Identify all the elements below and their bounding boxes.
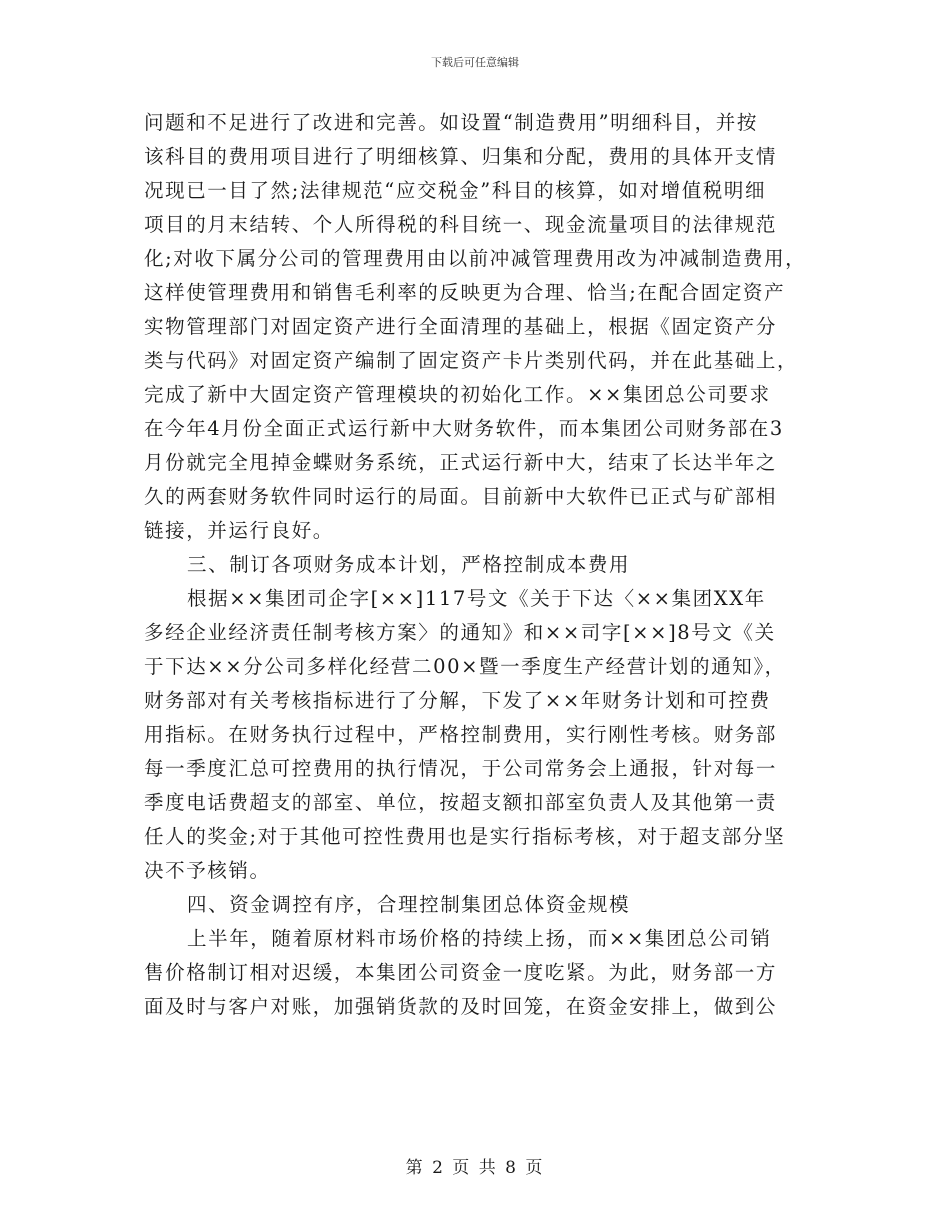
body-line: 化;对收下属分公司的管理费用由以前冲减管理费用改为冲减制造费用， — [144, 247, 807, 270]
body-line: 况现已一目了然;法律规范“应交税金”科目的核算，如对增值税明细 — [144, 179, 767, 202]
body-line: 完成了新中大固定资产管理模块的初始化工作。××集团总公司要求 — [144, 383, 771, 406]
body-line: 每一季度汇总可控费用的执行情况，于公司常务会上通报，针对每一 — [144, 757, 778, 780]
body-line: 面及时与客户对账，加强销货款的及时回笼，在资金安排上，做到公 — [144, 995, 778, 1018]
body-line: 项目的月末结转、个人所得税的科目统一、现金流量项目的法律规范 — [144, 213, 778, 236]
document-body — [144, 106, 816, 1024]
body-line: 类与代码》对固定资产编制了固定资产卡片类别代码，并在此基础上， — [144, 349, 799, 372]
body-line: 月份就完全甩掉金蝶财务系统，正式运行新中大，结束了长达半年之 — [144, 451, 778, 474]
body-line: 在今年4月份全面正式运行新中大财务软件，而本集团公司财务部在3 — [144, 417, 784, 440]
body-line: 任人的奖金;对于其他可控性费用也是实行指标考核，对于超支部分坚 — [144, 825, 786, 848]
body-line: 链接，并运行良好。 — [144, 519, 334, 542]
body-line: 用指标。在财务执行过程中，严格控制费用，实行刚性考核。财务部 — [144, 723, 778, 746]
body-line: 多经企业经济责任制考核方案〉的通知》和××司字[××]8号文《关 — [144, 621, 776, 644]
page-footer: 第 2 页 共 8 页 — [405, 1158, 545, 1178]
body-line: 售价格制订相对迟缓，本集团公司资金一度吃紧。为此，财务部一方 — [144, 961, 778, 984]
body-line: 这样使管理费用和销售毛利率的反映更为合理、恰当;在配合固定资产 — [144, 281, 786, 304]
body-line: 季度电话费超支的部室、单位，按超支额扣部室负责人及其他第一责 — [144, 791, 778, 814]
body-line: 根据××集团司企字[××]117号文《关于下达〈××集团XX年 — [187, 587, 766, 610]
body-line: 该科目的费用项目进行了明细核算、归集和分配，费用的具体开支情 — [144, 145, 778, 168]
body-line: 上半年，随着原材料市场价格的持续上扬，而××集团总公司销 — [187, 927, 772, 950]
body-line: 决不予核销。 — [144, 859, 271, 882]
body-line: 实物管理部门对固定资产进行全面清理的基础上，根据《固定资产分 — [144, 315, 778, 338]
section-heading-3: 三、制订各项财务成本计划，严格控制成本费用 — [187, 553, 631, 576]
page-header: 下载后可任意编辑 — [431, 56, 519, 69]
body-line: 财务部对有关考核指标进行了分解，下发了××年财务计划和可控费 — [144, 689, 771, 712]
body-line: 于下达××分公司多样化经营二00×暨一季度生产经营计划的通知》， — [144, 655, 786, 678]
body-line: 问题和不足进行了改进和完善。如设置“制造费用”明细科目，并按 — [144, 111, 758, 134]
section-heading-4: 四、资金调控有序，合理控制集团总体资金规模 — [187, 893, 631, 916]
body-line: 久的两套财务软件同时运行的局面。目前新中大软件已正式与矿部相 — [144, 485, 778, 508]
